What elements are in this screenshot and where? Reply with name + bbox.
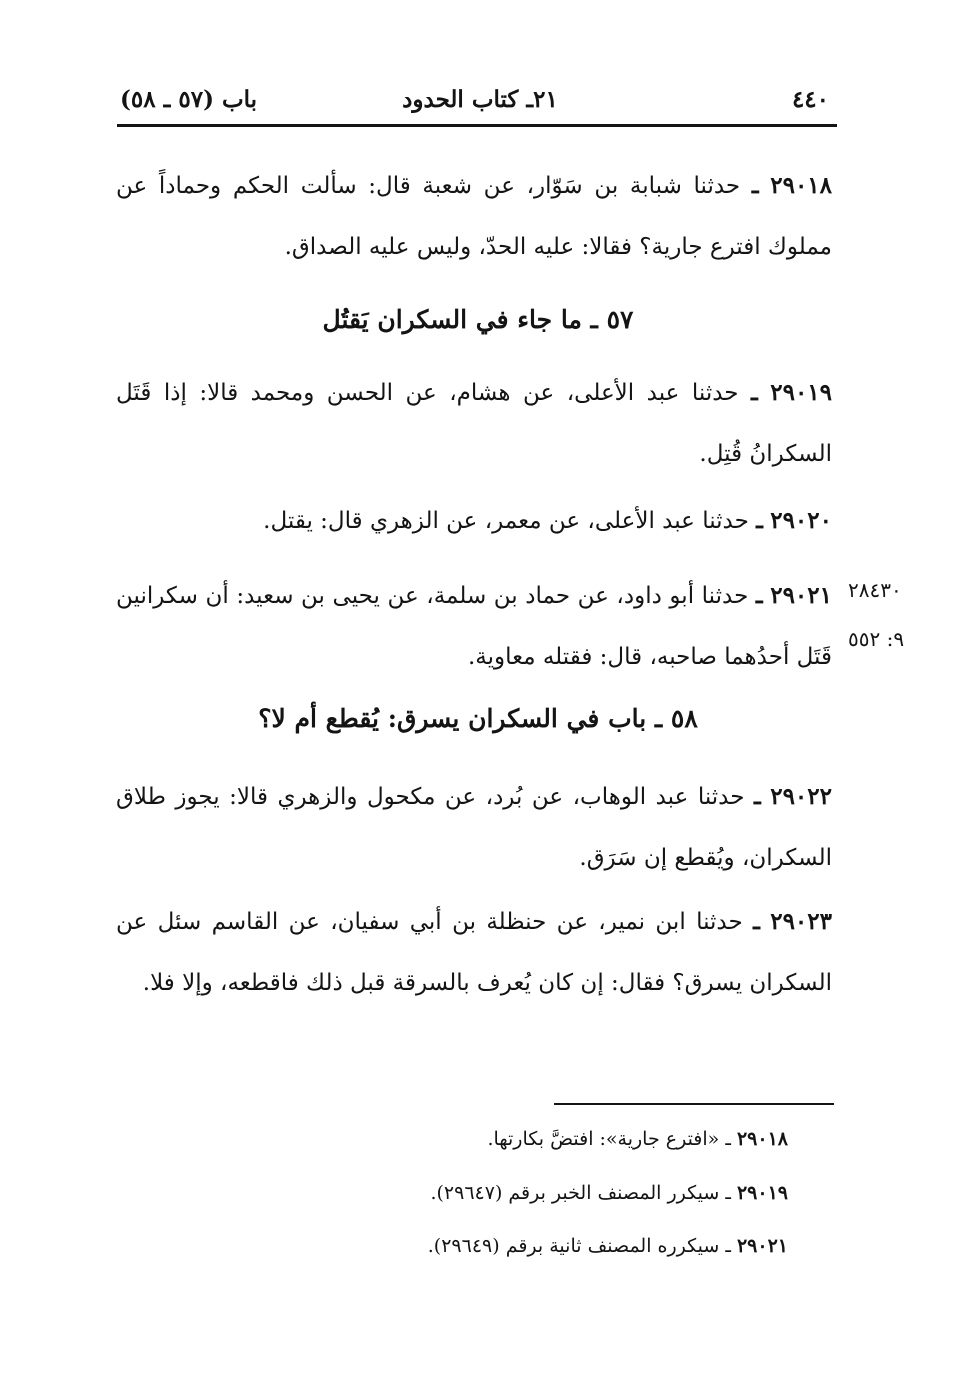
entry-number: ٢٩٠٢١: [770, 582, 832, 609]
entry-text: حدثنا عبد الأعلى، عن معمر، عن الزهري قال: يقتل.: [263, 508, 749, 534]
section-heading-57: ٥٧ ـ ما جاء في السكران يَقتُل: [322, 305, 634, 334]
footnote-text: «افترع جارية»: افتضَّ بكارتها.: [487, 1128, 720, 1150]
margin-ref-volume: ٩: ٥٥٢: [848, 627, 905, 651]
entry-text: حدثنا شبابة بن سَوّار، عن شعبة قال: سألت الحكم وحماداً عن مملوك افترع جارية؟ فقالا: عليه الحدّ، وليس عليه الصداق.: [116, 173, 832, 260]
entry-number: ٢٩٠٢٢: [770, 783, 832, 810]
entry-29019: ٢٩٠١٩ ـ حدثنا عبد الأعلى، عن هشام، عن الحسن ومحمد قالا: إذا قَتَل السكرانُ قُتِل.: [116, 379, 833, 467]
footnote-number: ٢٩٠١٨: [736, 1128, 788, 1150]
footnote-29018: ٢٩٠١٨ ـ «افترع جارية»: افتضَّ بكارتها.: [487, 1128, 788, 1150]
entry-29023: ٢٩٠٢٣ ـ حدثنا ابن نمير، عن حنظلة بن أبي سفيان، عن القاسم سئل عن السكران يسرق؟ فقال: إن كان يُعرف بالسرقة قبل ذلك فاقطعه، وإلا فلا.: [116, 908, 832, 996]
entry-number: ٢٩٠١٨: [770, 172, 833, 199]
footnote-number: ٢٩٠٢١: [736, 1235, 788, 1257]
entry-number: ٢٩٠٢٣: [770, 908, 832, 935]
footnote-rule: [554, 1103, 834, 1105]
footnote-29021: ٢٩٠٢١ ـ سيكرره المصنف ثانية برقم (٢٩٦٤٩).: [427, 1235, 788, 1257]
section-heading-58: ٥٨ ـ باب في السكران يسرق: يُقطع أم لا؟: [258, 704, 698, 733]
entry-text: حدثنا ابن نمير، عن حنظلة بن أبي سفيان، عن القاسم سئل عن السكران يسرق؟ فقال: إن كان يُعرف بالسرقة قبل ذلك فاقطعه، وإلا فلا.: [116, 909, 832, 996]
entry-text: حدثنا أبو داود، عن حماد بن سلمة، عن يحيى بن سعيد: أن سكرانين قَتَل أحدُهما صاحبه، قال: فقتله معاوية.: [116, 583, 832, 670]
footnote-number: ٢٩٠١٩: [736, 1182, 788, 1204]
entry-29022: ٢٩٠٢٢ ـ حدثنا عبد الوهاب، عن بُرد، عن مكحول والزهري قالا: يجوز طلاق السكران، ويُقطع إن سَرَق.: [116, 783, 832, 871]
entry-29018: ٢٩٠١٨ ـ حدثنا شبابة بن سَوّار، عن شعبة قال: سألت الحكم وحماداً عن مملوك افترع جارية؟ فقالا: عليه الحدّ، وليس عليه الصداق.: [116, 172, 833, 260]
entry-number: ٢٩٠٢٠: [770, 507, 832, 534]
margin-ref-number: ٢٨٤٣٠: [848, 578, 902, 602]
header-rule: [117, 124, 837, 127]
chapter-range: باب (٥٧ ـ ٥٨): [120, 86, 258, 113]
entry-29020: ٢٩٠٢٠ ـ حدثنا عبد الأعلى، عن معمر، عن الزهري قال: يقتل.: [263, 507, 832, 534]
entry-number: ٢٩٠١٩: [770, 379, 833, 406]
footnote-29019: ٢٩٠١٩ ـ سيكرر المصنف الخبر برقم (٢٩٦٤٧).: [430, 1182, 788, 1204]
entry-29021: ٢٩٠٢١ ـ حدثنا أبو داود، عن حماد بن سلمة، عن يحيى بن سعيد: أن سكرانين قَتَل أحدُهما صاحبه، قال: فقتله معاوية.: [116, 582, 832, 670]
entry-text: حدثنا عبد الأعلى، عن هشام، عن الحسن ومحمد قالا: إذا قَتَل السكرانُ قُتِل.: [116, 380, 832, 467]
footnote-text: سيكرر المصنف الخبر برقم (٢٩٦٤٧).: [430, 1182, 720, 1204]
entry-text: حدثنا عبد الوهاب، عن بُرد، عن مكحول والزهري قالا: يجوز طلاق السكران، ويُقطع إن سَرَق.: [116, 784, 832, 871]
footnote-text: سيكرره المصنف ثانية برقم (٢٩٦٤٩).: [427, 1235, 720, 1257]
book-title: ٢١ـ كتاب الحدود: [402, 86, 558, 113]
page-number: ٤٤٠: [791, 86, 829, 113]
